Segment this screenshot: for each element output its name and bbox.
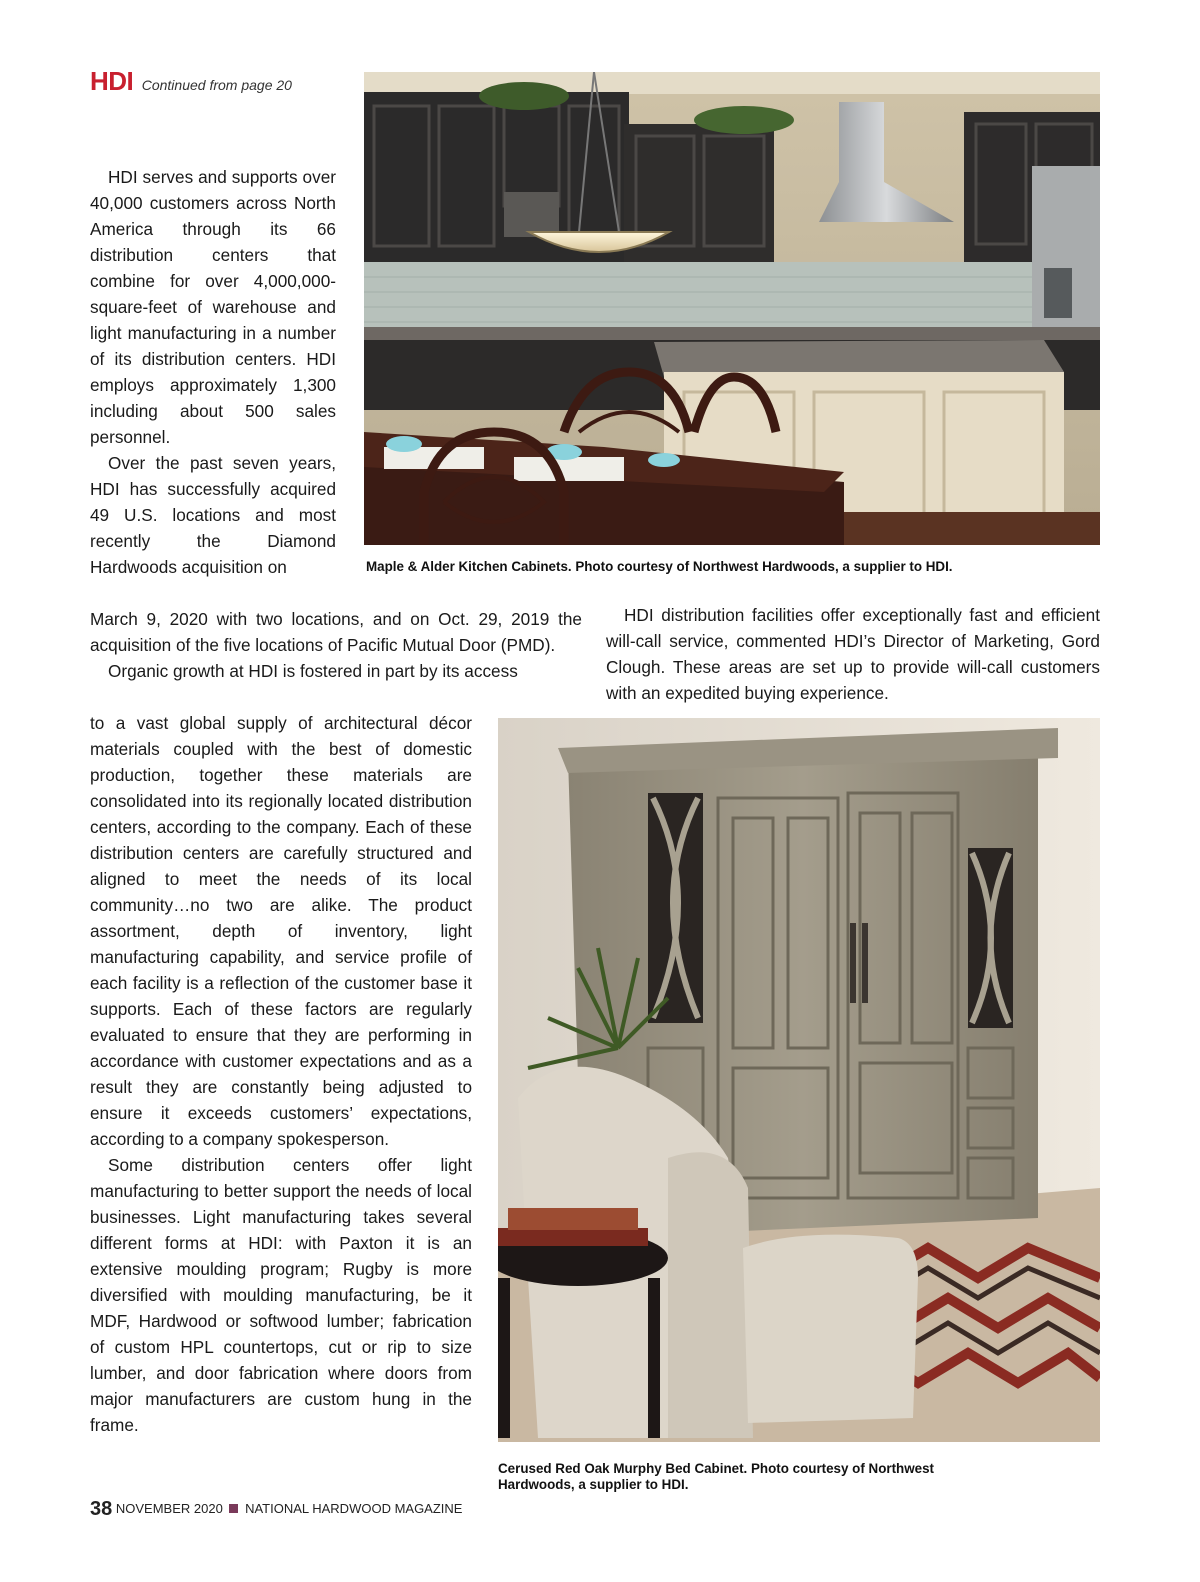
paragraph: Organic growth at HDI is fostered in part by its access — [108, 661, 518, 681]
footer-square-icon — [229, 1504, 238, 1513]
murphy-bed-cabinet-photo — [498, 718, 1100, 1442]
paragraph: to a vast global supply of architectural décor materials coupled with the best of domestic production, together these materials are consolidated into its regionally located distribution centers, according to the company. Each of these distribution centers are carefully structured and aligned to meet the needs of its local community…no two are alike. The product assortment, depth of inventory, light manufacturing capability, and service profile of each facility is a reflection of the customer base it supports. Each of these factors are regularly evaluated to ensure that they are performing in accordance with customer expectations and as a result they are constantly being adjusted to ensure it exceeds customers’ expectations, according to a company spokesperson. — [90, 713, 472, 1149]
page-footer — [90, 1498, 462, 1521]
section-tag: HDI — [90, 66, 134, 96]
murphy-photo-caption: Cerused Red Oak Murphy Bed Cabinet. Photo courtesy of Northwest Hardwoods, a supplier to HDI. — [498, 1461, 934, 1492]
paragraph: HDI serves and supports over 40,000 customers across North America through its 66 distribution centers that combine for over 4,000,000-square-feet of warehouse and light manufacturing in a number of its distribution centers. HDI employs approximately 1,300 including about 500 sales personnel. — [90, 167, 336, 447]
magazine-name: NATIONAL HARDWOOD MAGAZINE — [245, 1501, 463, 1516]
page-number: 38 — [90, 1498, 113, 1520]
article-column-mid — [90, 606, 582, 684]
article-column-lower — [90, 710, 472, 1438]
kitchen-photo-caption: Maple & Alder Kitchen Cabinets. Photo courtesy of Northwest Hardwoods, a supplier to HDI. — [366, 559, 953, 574]
continued-note: Continued from page 20 — [141, 77, 292, 93]
kitchen-cabinets-photo — [364, 72, 1100, 545]
issue-date: NOVEMBER 2020 — [115, 1501, 223, 1516]
running-header — [90, 66, 292, 97]
paragraph: HDI distribution facilities offer exceptionally fast and efficient will-call service, commented HDI’s Director of Marketing, Gord Clough. These areas are set up to provide will-call customers with an expedited buying experience. — [606, 605, 1100, 703]
article-column-right — [606, 602, 1100, 706]
paragraph: March 9, 2020 with two locations, and on Oct. 29, 2019 the acquisition of the five locations of Pacific Mutual Door (PMD). — [90, 609, 582, 655]
article-column-top — [90, 164, 336, 580]
paragraph: Over the past seven years, HDI has successfully acquired 49 U.S. locations and most recently the Diamond Hardwoods acquisition on — [90, 453, 336, 577]
paragraph: Some distribution centers offer light manufacturing to better support the needs of local businesses. Light manufacturing takes several different forms at HDI: with Paxton it is an extensive moulding program; Rugby is more diversified with moulding manufacturing, be it MDF, Hardwood or softwood lumber; fabrication of custom HPL countertops, cut or rip to size lumber, and door fabrication where doors from major manufacturers are custom hung in the frame. — [90, 1155, 472, 1435]
